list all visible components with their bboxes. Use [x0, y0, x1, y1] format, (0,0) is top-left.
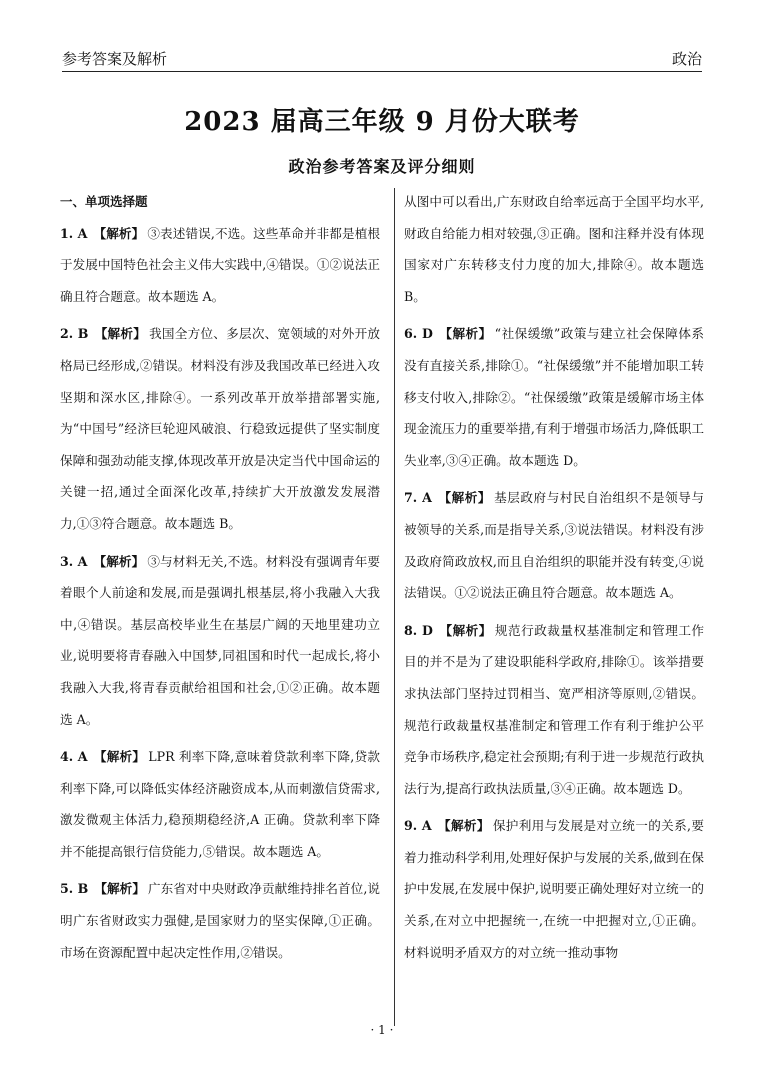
header-subject: 政治 [671, 50, 702, 68]
left-column [60, 186, 380, 968]
answer-text: 从图中可以看出,广东财政自给率远高于全国平均水平,财政自给能力相对较强,③正确。图和注释并没有体现国家对广东转移支付力度的加大,排除④。故本题选 B。 [404, 194, 704, 304]
section-heading: 一、单项选择题 [60, 194, 148, 209]
analysis-tag: 【解析】 [93, 225, 145, 241]
analysis-tag: 【解析】 [93, 553, 145, 569]
answer-item [404, 615, 704, 805]
answer-item [60, 218, 380, 313]
answer-text: 广东省对中央财政净贡献维持排名首位,说明广东省财政实力强健,是国家财力的坚实保障,①正确。市场在资源配置中起决定性作用,②错误。 [60, 881, 380, 960]
page-header [62, 40, 702, 74]
answer-text: 我国全方位、多层次、宽领域的对外开放格局已经形成,②错误。材料没有涉及我国改革已经进入攻坚期和深水区,排除④。一系列改革开放举措部署实施,为“中国号”经济巨轮迎风破浪、行稳致远提供了坚实制度保障和强劲动能支撑,体现改革开放是决定当代中国命运的关键一招,通过全面深化改革,持续扩大开放激发发展潜力,①③符合题意。故本题选 B。 [60, 326, 380, 531]
answer-item [60, 873, 380, 968]
answer-number: 3. A [60, 553, 88, 569]
header-rule [62, 71, 702, 72]
answer-text: 基层政府与村民自治组织不是领导与被领导的关系,而是指导关系,③说法错误。材料没有涉及政府简政放权,而且自治组织的职能并没有转变,④说法错误。①②说法正确且符合题意。故本题选 A。 [404, 490, 704, 601]
analysis-tag: 【解析】 [93, 749, 146, 765]
answer-number: 6. D [404, 326, 433, 342]
answer-number: 1. A [60, 225, 88, 241]
header-left-text: 参考答案及解析 [62, 50, 168, 68]
answer-item [404, 318, 704, 476]
analysis-tag: 【解析】 [94, 881, 145, 897]
right-column [404, 186, 704, 968]
answer-text: ③表述错误,不选。这些革命并非都是植根于发展中国特色社会主义伟大实践中,④错误。①②说法正确且符合题意。故本题选 A。 [60, 225, 380, 304]
answer-item [60, 318, 380, 539]
answer-number: 4. A [60, 749, 88, 765]
analysis-tag: 【解析】 [437, 490, 492, 506]
answer-number: 9. A [404, 818, 432, 834]
answer-item [404, 810, 704, 968]
answer-item [60, 546, 380, 736]
answer-item [404, 482, 704, 608]
answer-text: 保护利用与发展是对立统一的关系,要着力推动科学利用,处理好保护与发展的关系,做到在保护中发展,在发展中保护,说明要正确处理好对立统一的关系,在对立中把握统一,在统一中把握对立,①正确。材料说明矛盾双方的对立统一推动事物 [404, 818, 705, 960]
answer-text: 规范行政裁量权基准制定和管理工作目的并不是为了建设职能科学政府,排除①。该举措要求执法部门坚持过罚相当、宽严相济等原则,②错误。规范行政裁量权基准制定和管理工作有利于维护公平竞争市场秩序,稳定社会预期;有利于进一步规范行政执法行为,提高行政执法质量,③④正确。故本题选 D。 [404, 622, 705, 796]
column-divider [394, 188, 395, 1026]
answer-item [60, 741, 380, 867]
analysis-tag: 【解析】 [438, 622, 492, 638]
answer-number: 7. A [404, 490, 432, 506]
answer-text: LPR 利率下降,意味着贷款利率下降,贷款利率下降,可以降低实体经济融资成本,从而刺激信贷需求,激发微观主体活力,稳预期稳经济,A 正确。贷款利率下降并不能提高银行信贷能力,⑤错误。故本题选 A。 [60, 749, 380, 859]
answer-number: 2. B [60, 326, 89, 342]
document-title: 2023 届高三年级 9 月份大联考 [184, 107, 580, 137]
page-number: · 1 · [370, 1023, 394, 1037]
analysis-tag: 【解析】 [437, 818, 490, 834]
analysis-tag: 【解析】 [438, 326, 492, 342]
answer-item-continued [404, 186, 704, 312]
answer-number: 5. B [60, 881, 89, 897]
answer-text: ③与材料无关,不选。材料没有强调青年要着眼个人前途和发展,而是强调扎根基层,将小我融入大我中,④错误。基层高校毕业生在基层广阔的天地里建功立业,说明要将青春融入中国梦,同祖国和时代一起成长,将小我融入大我,将青春贡献给祖国和社会,①②正确。故本题选 A。 [60, 553, 380, 727]
document-subtitle: 政治参考答案及评分细则 [288, 157, 476, 176]
answer-text: “社保缓缴”政策与建立社会保障体系没有直接关系,排除①。“社保缓缴”并不能增加职工转移支付收入,排除②。“社保缓缴”政策是缓解市场主体现金流压力的重要举措,有利于增强市场活力,降低职工失业率,③④正确。故本题选 D。 [404, 326, 705, 468]
analysis-tag: 【解析】 [94, 326, 147, 342]
answer-number: 8. D [404, 622, 433, 638]
